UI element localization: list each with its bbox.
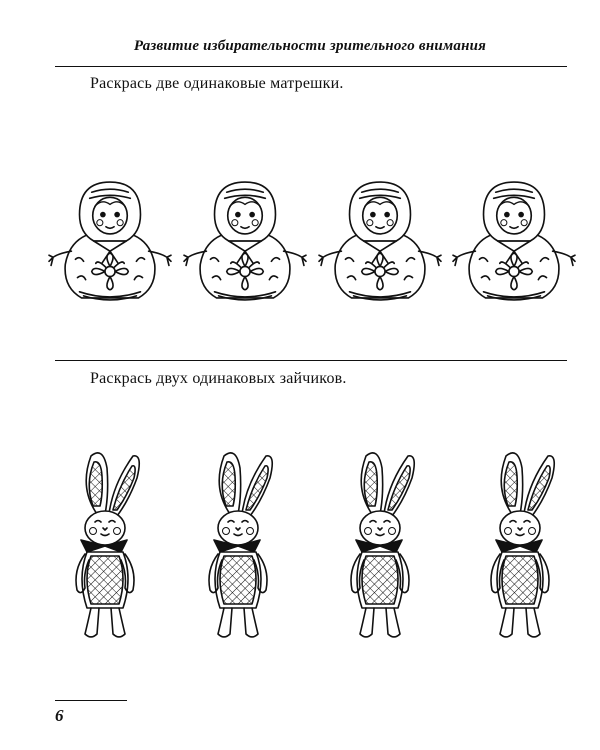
bunny-2[interactable] bbox=[188, 448, 288, 640]
matryoshka-4[interactable] bbox=[452, 178, 576, 304]
page-header-title: Развитие избирательности зрительного внимания bbox=[133, 38, 487, 54]
bunny-1[interactable] bbox=[55, 448, 155, 640]
matryoshka-3[interactable] bbox=[318, 178, 442, 304]
matryoshka-1[interactable] bbox=[48, 178, 172, 304]
bunny-3[interactable] bbox=[330, 448, 430, 640]
task-1-instruction: Раскрась две одинаковые матрешки. bbox=[90, 75, 344, 92]
footer-rule bbox=[55, 700, 127, 701]
section-divider bbox=[55, 360, 567, 361]
header-rule bbox=[55, 66, 567, 67]
task-2-instruction: Раскрась двух одинаковых зайчиков. bbox=[90, 370, 347, 387]
page-number: 6 bbox=[55, 706, 64, 725]
matryoshka-2[interactable] bbox=[183, 178, 307, 304]
bunny-4[interactable] bbox=[470, 448, 570, 640]
